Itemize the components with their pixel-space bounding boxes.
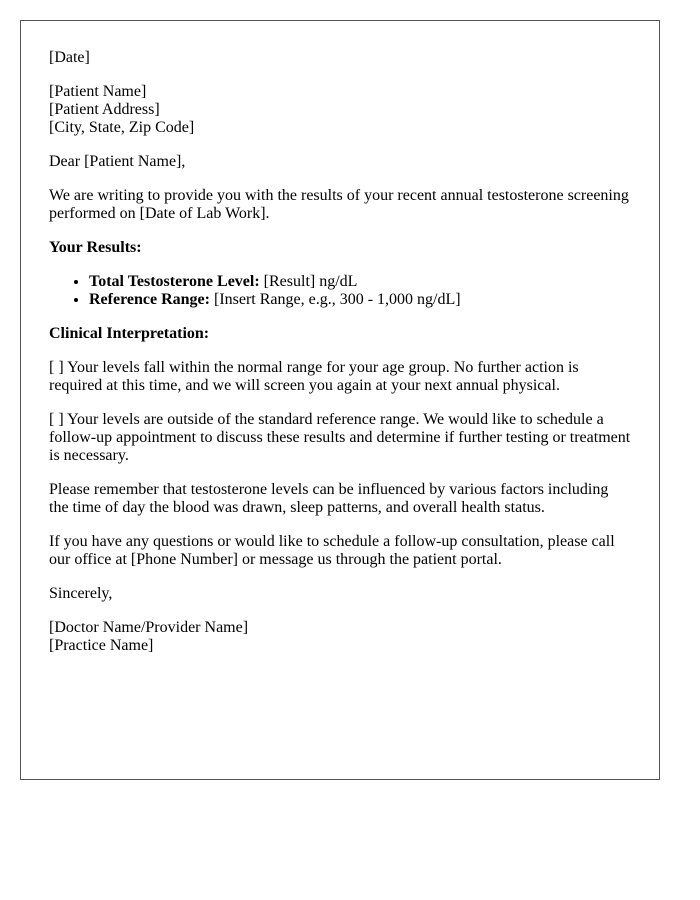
result-label: Reference Range:: [89, 291, 210, 308]
letter-page: [20, 20, 660, 780]
interpretation-option-normal: [ ] Your levels fall within the normal range for your age group. No further action is required at this time, and we will screen you again at your next annual physical.: [49, 359, 579, 394]
result-item-total-testosterone: [89, 273, 631, 291]
letter-date: [Date]: [49, 49, 90, 66]
closing: Sincerely,: [49, 585, 113, 602]
practice-name: [Practice Name]: [49, 637, 154, 654]
result-label: Total Testosterone Level:: [89, 273, 260, 290]
factors-paragraph: Please remember that testosterone levels can be influenced by various factors including the time of day the blood was drawn, sleep patterns, and overall health status.: [49, 481, 609, 516]
patient-city-state-zip: [City, State, Zip Code]: [49, 119, 195, 136]
provider-name: [Doctor Name/Provider Name]: [49, 619, 249, 636]
result-value: [Insert Range, e.g., 300 - 1,000 ng/dL]: [209, 291, 461, 308]
patient-name: [Patient Name]: [49, 83, 147, 100]
signature-block: [49, 619, 631, 655]
interpretation-heading: Clinical Interpretation:: [49, 325, 210, 342]
interpretation-option-outside: [ ] Your levels are outside of the standard reference range. We would like to schedule a follow-up appointment to discuss these results and determine if further testing or treatment is necessary.: [49, 411, 631, 464]
contact-paragraph: If you have any questions or would like to schedule a follow-up consultation, please call our office at [Phone Number] or message us through the patient portal.: [49, 533, 615, 568]
results-list: [49, 273, 631, 309]
result-item-reference-range: [89, 291, 631, 309]
recipient-address-block: [49, 83, 631, 137]
patient-address: [Patient Address]: [49, 101, 160, 118]
intro-paragraph: We are writing to provide you with the results of your recent annual testosterone screening performed on [Date of Lab Work].: [49, 187, 629, 222]
results-heading: Your Results:: [49, 239, 142, 256]
result-value: [Result] ng/dL: [259, 273, 358, 290]
salutation: Dear [Patient Name],: [49, 153, 186, 170]
